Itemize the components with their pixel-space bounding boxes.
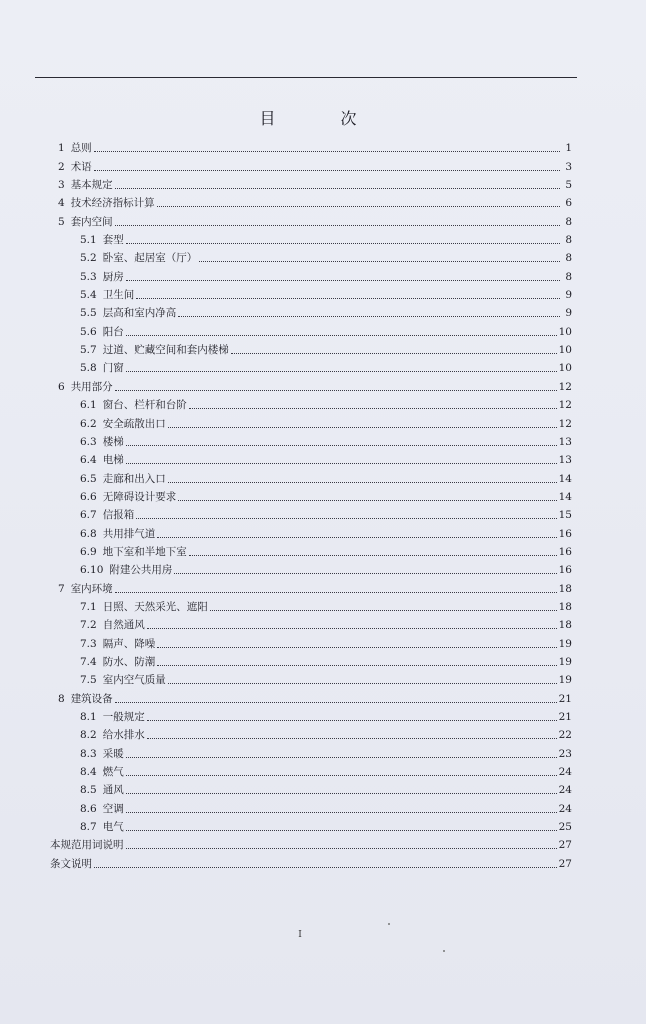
toc-entry-number: 5.7 <box>80 344 97 357</box>
toc-entry <box>50 394 572 412</box>
toc-entry <box>50 137 572 155</box>
toc-entry-number: 6.2 <box>80 417 97 430</box>
dot-leader <box>94 867 557 868</box>
toc-entry-number: 8.4 <box>80 766 97 779</box>
dot-leader <box>126 445 557 446</box>
toc-entry-number: 6.3 <box>80 435 97 448</box>
toc-entry <box>50 357 572 375</box>
toc-entry-title: 燃气 <box>102 766 124 779</box>
toc-entry <box>50 706 572 724</box>
dot-leader <box>189 555 557 556</box>
toc-entry-number: 6.7 <box>80 509 97 522</box>
toc-entry <box>50 320 572 338</box>
toc-entry-number: 7.2 <box>80 619 97 632</box>
toc-entry-title: 门窗 <box>102 362 124 375</box>
toc-entry-page: 18 <box>558 619 572 632</box>
toc-entry-page: 6 <box>565 197 572 210</box>
toc-entry-title: 窗台、栏杆和台阶 <box>102 399 187 412</box>
toc-entry-page: 14 <box>558 490 572 503</box>
dot-leader <box>126 335 557 336</box>
toc-entry-page: 13 <box>558 454 572 467</box>
toc-entry-page: 9 <box>565 307 572 320</box>
toc-entry-number: 5.2 <box>80 252 97 265</box>
toc-entry <box>50 596 572 614</box>
toc-entry <box>50 302 572 320</box>
toc-entry-title: 卧室、起居室（厅） <box>102 252 198 265</box>
dot-leader <box>115 225 560 226</box>
toc-entry <box>50 614 572 632</box>
toc-entry <box>50 467 572 485</box>
toc-entry-number: 6.4 <box>80 454 97 467</box>
dot-leader <box>231 353 557 354</box>
header-rule <box>35 77 577 78</box>
toc-entry-title: 本规范用词说明 <box>50 839 124 852</box>
dot-leader <box>178 500 556 501</box>
dot-leader <box>178 316 560 317</box>
dot-leader <box>126 830 557 831</box>
toc-entry-page: 15 <box>558 509 572 522</box>
toc-entry-number: 7.1 <box>80 600 97 613</box>
toc-entry <box>50 375 572 393</box>
toc-entry-number: 8 <box>58 692 65 705</box>
toc-entry-title: 防水、防潮 <box>102 655 156 668</box>
toc-entry-page: 3 <box>565 160 572 173</box>
dot-leader <box>147 720 557 721</box>
toc-entry-number: 5.5 <box>80 307 97 320</box>
dot-leader <box>136 298 560 299</box>
dot-leader <box>157 206 560 207</box>
toc-entry <box>50 174 572 192</box>
toc-entry-page: 12 <box>558 399 572 412</box>
toc-entry-page: 23 <box>558 747 572 760</box>
toc-entry-number: 6.1 <box>80 399 97 412</box>
dot-leader <box>147 738 557 739</box>
toc-entry-page: 10 <box>558 344 572 357</box>
toc-entry-page: 16 <box>558 527 572 540</box>
toc-entry <box>50 834 572 852</box>
toc-entry-title: 空调 <box>102 802 124 815</box>
toc-entry <box>50 541 572 559</box>
toc-entry-number: 6 <box>58 380 65 393</box>
dot-leader <box>126 243 560 244</box>
toc-entry <box>50 724 572 742</box>
toc-entry <box>50 852 572 870</box>
toc-entry-number: 8.2 <box>80 729 97 742</box>
toc-entry-title: 隔声、降噪 <box>102 637 156 650</box>
toc-entry <box>50 412 572 430</box>
toc-entry <box>50 816 572 834</box>
toc-entry-title: 无障碍设计要求 <box>102 490 177 503</box>
toc-entry <box>50 284 572 302</box>
toc-entry-page: 19 <box>558 674 572 687</box>
toc-entry <box>50 210 572 228</box>
toc-entry-page: 12 <box>558 417 572 430</box>
dot-leader <box>174 573 556 574</box>
toc-entry-title: 室内空气质量 <box>102 674 166 687</box>
toc-entry-title: 套型 <box>102 234 124 247</box>
toc-entry-title: 建筑设备 <box>70 692 113 705</box>
dot-leader <box>115 592 557 593</box>
toc-entry <box>50 779 572 797</box>
toc-entry-number: 7 <box>58 582 65 595</box>
toc-entry-title: 共用排气道 <box>102 527 156 540</box>
toc-entry-number: 3 <box>58 179 65 192</box>
toc-entry-number: 4 <box>58 197 65 210</box>
toc-entry-page: 21 <box>558 711 572 723</box>
dot-leader <box>189 408 557 409</box>
toc-entry-page: 27 <box>558 839 572 852</box>
toc-entry-title: 技术经济指标计算 <box>70 197 155 210</box>
dot-leader <box>126 793 557 794</box>
toc-entry <box>50 669 572 687</box>
dot-leader <box>168 427 557 428</box>
dot-leader <box>157 537 556 538</box>
toc-entry-number: 5.4 <box>80 289 97 302</box>
dot-leader <box>126 757 557 758</box>
toc-entry-page: 16 <box>558 545 572 558</box>
toc-entry-title: 安全疏散出口 <box>102 417 166 430</box>
toc-entry-title: 楼梯 <box>102 435 124 448</box>
toc-entry <box>50 504 572 522</box>
toc-entry-page: 8 <box>565 270 572 283</box>
toc-entry-page: 25 <box>558 821 572 834</box>
toc-entry-number: 6.6 <box>80 490 97 503</box>
toc-entry-title: 给水排水 <box>102 729 145 742</box>
toc-entry <box>50 797 572 815</box>
toc-entry-number: 8.3 <box>80 747 97 760</box>
toc-entry-title: 阳台 <box>102 325 124 338</box>
toc-entry-page: 10 <box>558 325 572 338</box>
toc-entry-page: 24 <box>558 802 572 815</box>
toc-entry <box>50 265 572 283</box>
toc-entry-title: 信报箱 <box>102 509 135 522</box>
toc-entry-title: 基本规定 <box>70 179 113 192</box>
toc-entry <box>50 687 572 705</box>
dot-leader <box>199 261 560 262</box>
toc-entry-number: 6.9 <box>80 545 97 558</box>
toc-entry <box>50 339 572 357</box>
dot-leader <box>115 390 557 391</box>
toc-entry-title: 走廊和出入口 <box>102 472 166 485</box>
toc-entry <box>50 155 572 173</box>
toc-entry <box>50 559 572 577</box>
toc-entry-number: 8.5 <box>80 784 97 797</box>
page-title: 目 次 <box>259 109 387 128</box>
toc-entry-title: 过道、贮藏空间和套内楼梯 <box>102 344 229 357</box>
table-of-contents <box>50 137 572 871</box>
toc-entry-title: 套内空间 <box>70 215 113 228</box>
toc-entry-title: 术语 <box>70 160 92 173</box>
toc-entry-title: 一般规定 <box>102 711 145 723</box>
toc-entry-title: 室内环境 <box>70 582 113 595</box>
scan-speck <box>388 923 390 925</box>
toc-entry-page: 19 <box>558 637 572 650</box>
toc-entry-page: 8 <box>565 234 572 247</box>
toc-entry-title: 卫生间 <box>102 289 135 302</box>
toc-entry-page: 14 <box>558 472 572 485</box>
dot-leader <box>210 610 557 611</box>
toc-entry-page: 21 <box>558 692 572 705</box>
toc-entry <box>50 742 572 760</box>
toc-entry-number: 8.7 <box>80 821 97 834</box>
scan-speck <box>443 950 445 952</box>
dot-leader <box>157 665 556 666</box>
toc-entry-page: 9 <box>565 289 572 302</box>
toc-entry-title: 共用部分 <box>70 380 113 393</box>
dot-leader <box>94 151 560 152</box>
toc-entry-title: 地下室和半地下室 <box>102 545 187 558</box>
toc-entry-number: 5.6 <box>80 325 97 338</box>
toc-entry <box>50 247 572 265</box>
dot-leader <box>168 683 557 684</box>
toc-entry-title: 附建公共用房 <box>109 564 173 577</box>
toc-entry-page: 24 <box>558 766 572 779</box>
toc-entry-page: 12 <box>558 380 572 393</box>
toc-entry <box>50 522 572 540</box>
toc-entry-page: 8 <box>565 215 572 228</box>
toc-entry-page: 1 <box>565 142 572 155</box>
toc-entry-number: 1 <box>58 142 65 155</box>
toc-entry-number: 6.10 <box>80 564 104 577</box>
dot-leader <box>126 280 560 281</box>
dot-leader <box>115 702 557 703</box>
toc-entry-number: 7.3 <box>80 637 97 650</box>
dot-leader <box>147 628 557 629</box>
toc-entry-number: 5.8 <box>80 362 97 375</box>
toc-entry-number: 7.5 <box>80 674 97 687</box>
dot-leader <box>168 482 557 483</box>
toc-entry-page: 5 <box>565 179 572 192</box>
toc-entry <box>50 486 572 504</box>
toc-entry-number: 5 <box>58 215 65 228</box>
toc-entry-title: 条文说明 <box>50 857 92 870</box>
toc-entry <box>50 577 572 595</box>
dot-leader <box>126 775 557 776</box>
toc-entry <box>50 761 572 779</box>
toc-entry-page: 16 <box>558 564 572 577</box>
toc-entry-number: 8.1 <box>80 711 97 723</box>
toc-entry-title: 电梯 <box>102 454 124 467</box>
toc-entry-title: 总则 <box>70 142 92 155</box>
toc-entry-number: 5.3 <box>80 270 97 283</box>
toc-entry-number: 6.5 <box>80 472 97 485</box>
toc-entry-title: 自然通风 <box>102 619 145 632</box>
toc-entry-title: 日照、天然采光、遮阳 <box>102 600 208 613</box>
toc-entry-page: 24 <box>558 784 572 797</box>
toc-entry-page: 8 <box>565 252 572 265</box>
toc-entry <box>50 449 572 467</box>
toc-entry-number: 2 <box>58 160 65 173</box>
toc-entry <box>50 651 572 669</box>
toc-entry-number: 7.4 <box>80 655 97 668</box>
toc-entry-page: 13 <box>558 435 572 448</box>
toc-entry <box>50 192 572 210</box>
toc-entry-page: 10 <box>558 362 572 375</box>
toc-entry-page: 18 <box>558 582 572 595</box>
dot-leader <box>94 170 560 171</box>
dot-leader <box>126 812 557 813</box>
page-number: I <box>298 930 302 940</box>
toc-entry-title: 采暖 <box>102 747 124 760</box>
dot-leader <box>126 463 557 464</box>
toc-entry-title: 厨房 <box>102 270 124 283</box>
dot-leader <box>126 848 557 849</box>
toc-entry-number: 6.8 <box>80 527 97 540</box>
toc-entry-title: 电气 <box>102 821 124 834</box>
toc-entry <box>50 632 572 650</box>
toc-entry-title: 通风 <box>102 784 124 797</box>
dot-leader <box>115 188 560 189</box>
toc-entry <box>50 431 572 449</box>
dot-leader <box>126 371 557 372</box>
toc-entry-number: 5.1 <box>80 234 97 247</box>
dot-leader <box>157 647 556 648</box>
toc-entry <box>50 229 572 247</box>
toc-entry-page: 18 <box>558 600 572 613</box>
toc-entry-page: 22 <box>558 729 572 742</box>
toc-entry-title: 层高和室内净高 <box>102 307 177 320</box>
toc-entry-number: 8.6 <box>80 802 97 815</box>
toc-entry-page: 27 <box>558 857 572 870</box>
dot-leader <box>136 518 556 519</box>
toc-entry-page: 19 <box>558 655 572 668</box>
